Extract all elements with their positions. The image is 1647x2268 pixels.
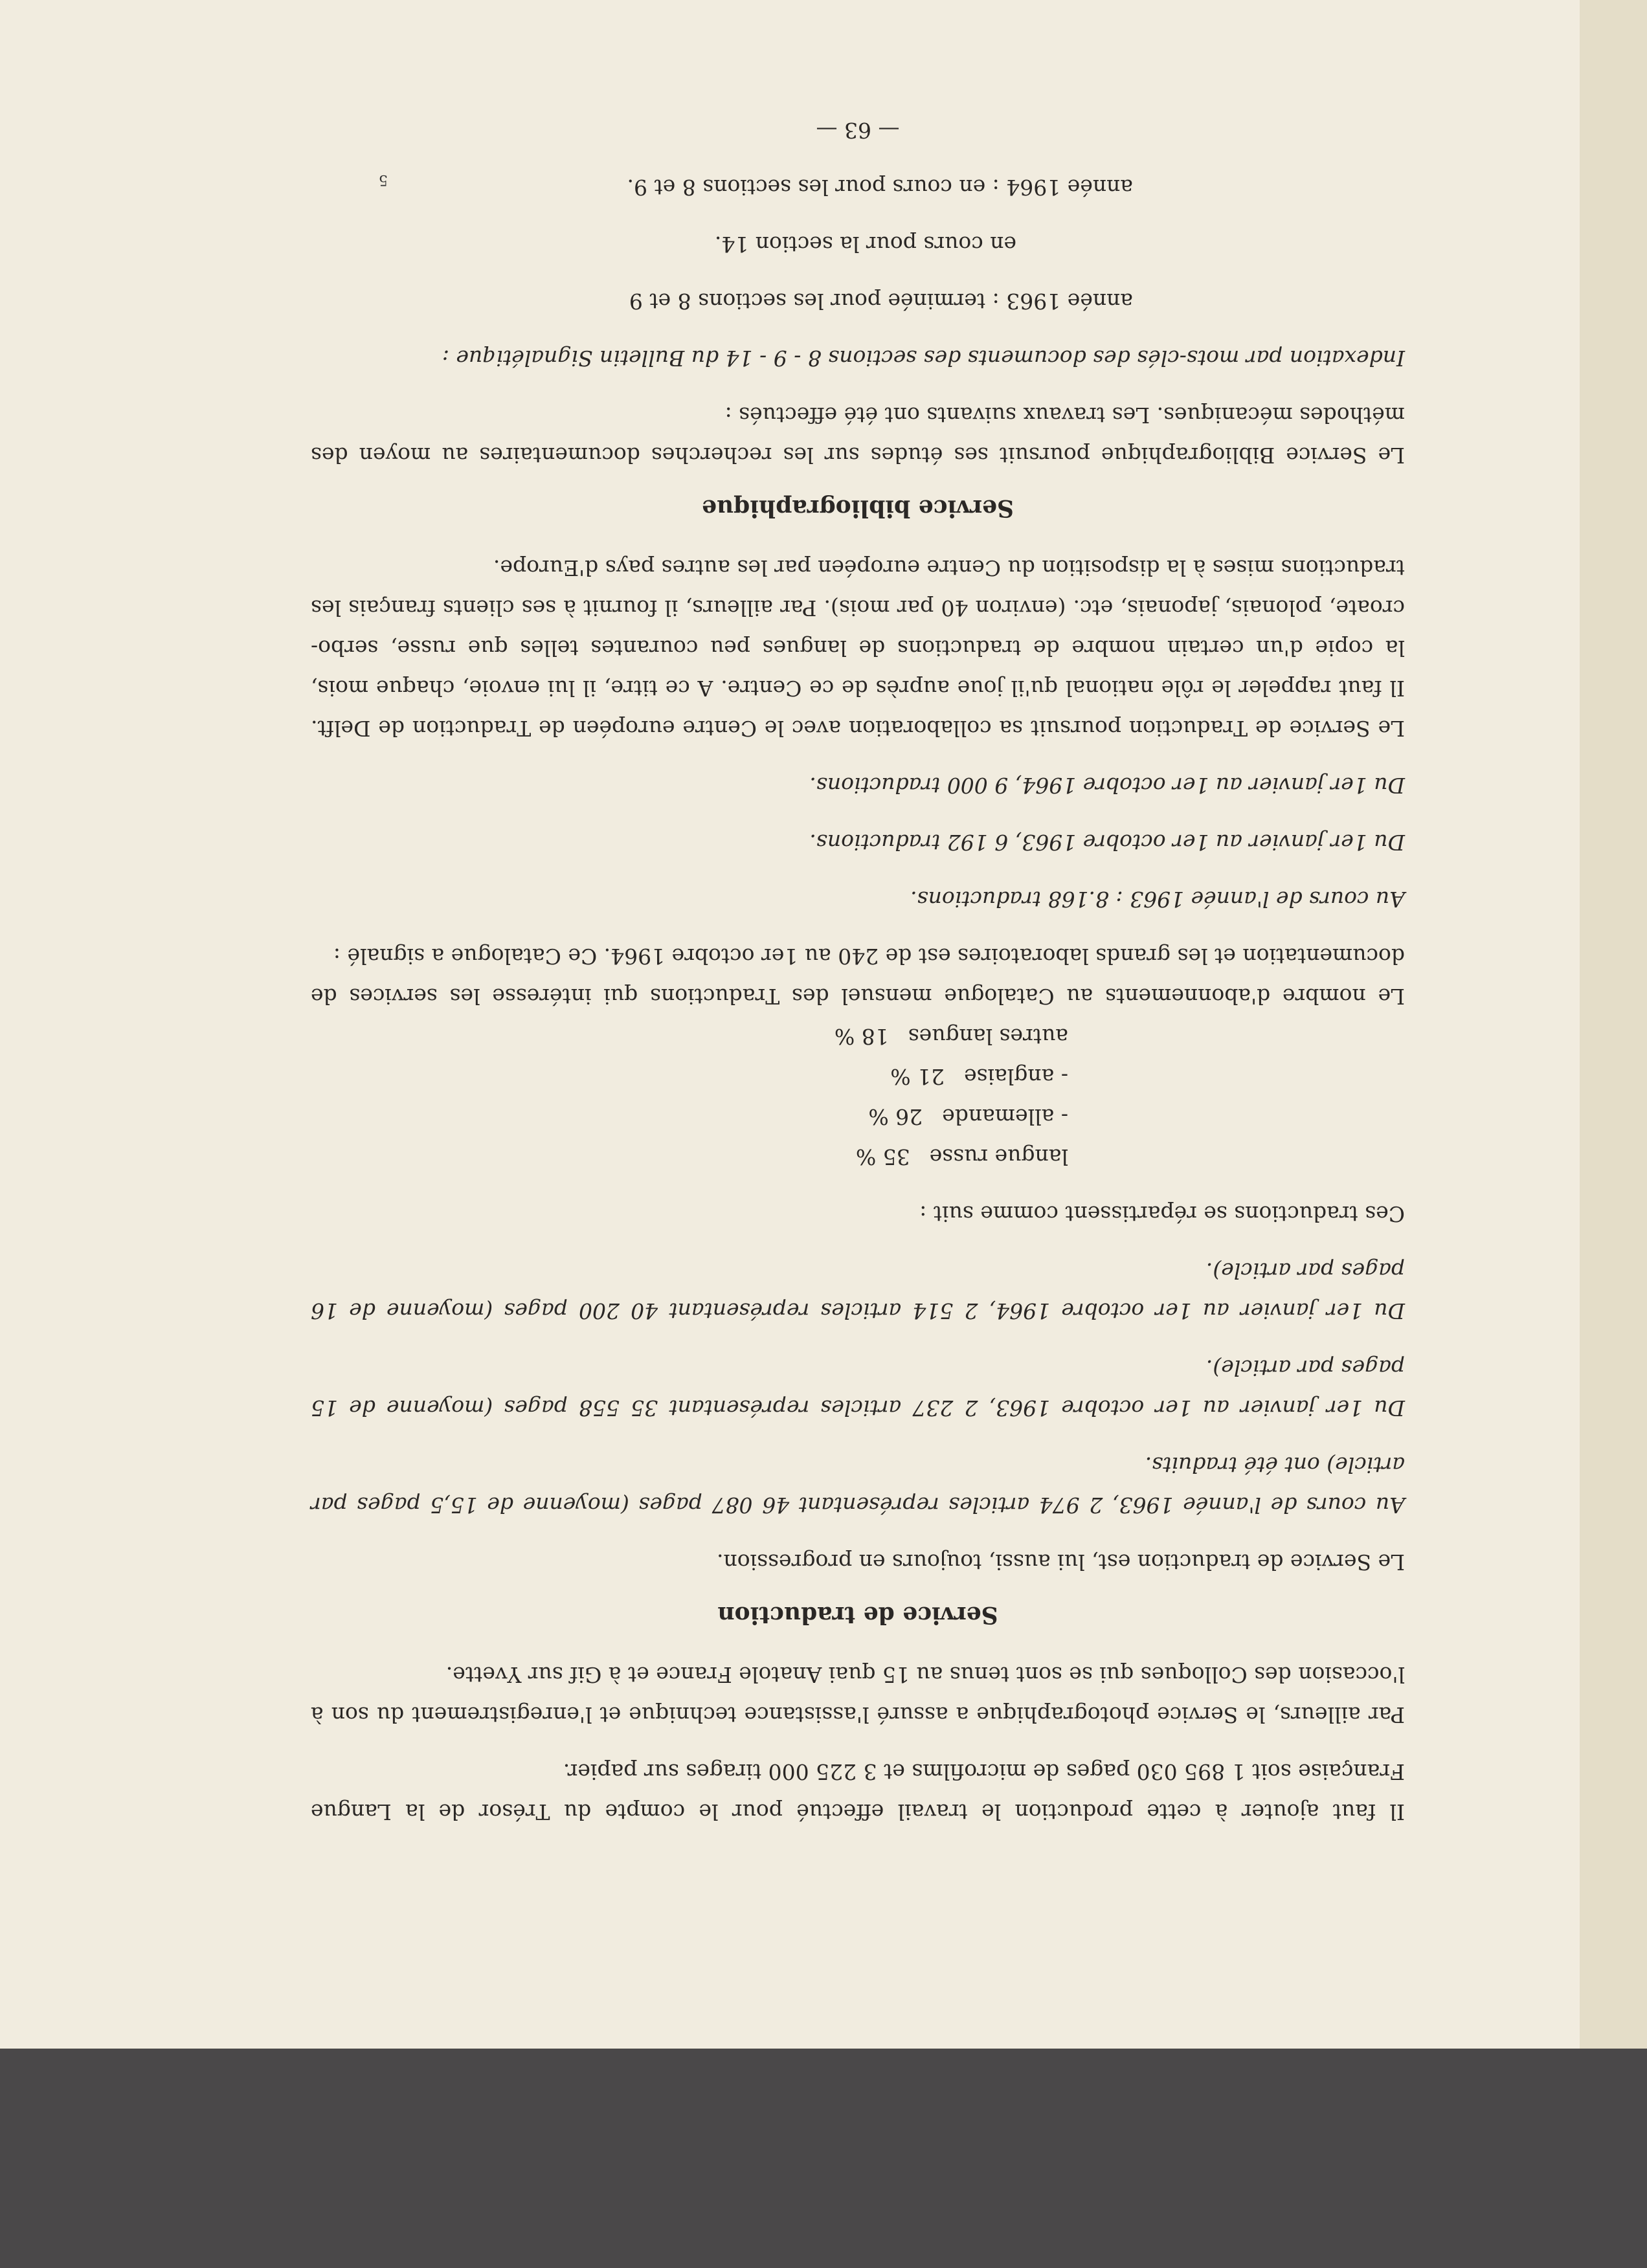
- paragraph: Ces traductions se répartissent comme suit :: [919, 1201, 1405, 1227]
- paragraph: année 1963 : terminée pour les sections 8 et 9: [629, 289, 1133, 314]
- lang-label: - anglaise: [964, 1064, 1068, 1089]
- page-number: — 63 —: [816, 118, 900, 143]
- paragraph: Du 1er janvier au 1er octobre 1964, 9 000 traductions.: [809, 773, 1405, 798]
- page-edge: [1580, 0, 1647, 2049]
- scanner-background: [0, 2049, 1647, 2268]
- paragraph: année 1964 : en cours pour les sections 8 et 9.: [627, 175, 1133, 200]
- paragraph: Au cours de l'année 1963 : 8.168 traductions.: [910, 887, 1405, 912]
- paragraph: Du 1er janvier au 1er octobre 1963, 6 192 traductions.: [809, 830, 1405, 855]
- paragraph: Le Service Bibliographique poursuit ses études sur les recherches documentaires au moyen des méthodes mécaniques. Les travaux suivants ont été effectués :: [311, 403, 1405, 468]
- paragraph: Du 1er janvier au 1er octobre 1964, 2 514 articles représentant 40 200 pages (moyenne de 16 pages par article).: [311, 1258, 1405, 1324]
- paragraph: Le Service de Traduction poursuit sa collaboration avec le Centre européen de Traduction de Delft. Il faut rappeler le rôle national qu'il joue auprès de ce Centre. A ce titre, il lui envoie, chaque mois, la copie d'un certain nombre de traductions de langues peu courantes telles que russe, serbo-croate, polonais, japonais, etc. (environ 40 par mois). Par ailleurs, il fournit à ses clients français les traductions mises à la disposition du Centre européen par les autres pays d'Europe.: [311, 555, 1405, 741]
- language-list: [311, 1016, 1405, 1177]
- lang-value: 21 %: [890, 1064, 945, 1089]
- section-heading: Service de traduction: [717, 1601, 998, 1629]
- page-content: [311, 118, 1405, 1832]
- section-heading: Service bibliographique: [702, 495, 1014, 522]
- lang-label: autres langues: [908, 1024, 1068, 1049]
- lang-value: 26 %: [868, 1104, 923, 1129]
- paragraph: Indexation par mots-clés des documents des sections 8 - 9 - 14 du Bulletin Signalétique :: [442, 346, 1405, 371]
- lang-label: - allemande: [942, 1104, 1068, 1129]
- paragraph: Le nombre d'abonnements au Catalogue mensuel des Traductions qui intéresse les services de documentation et les grands laboratoires est de 240 au 1er octobre 1964. Ce Catalogue a signalé :: [311, 944, 1405, 1009]
- lang-value: 18 %: [834, 1024, 889, 1049]
- paragraph: en cours pour la section 14.: [714, 232, 1016, 257]
- paragraph: Par ailleurs, le Service photographique a assuré l'assistance technique et l'enregistrement du son à l'occasion des Colloques qui se sont tenus au 15 quai Anatole France et à Gif sur Yvette.: [311, 1662, 1405, 1728]
- paragraph: Il faut ajouter à cette production le travail effectué pour le compte du Trésor de la Langue Française soit 1 895 030 pages de microfilms et 3 225 000 tirages sur papier.: [311, 1759, 1405, 1825]
- paragraph: Le Service de traduction est, lui aussi, toujours en progression.: [716, 1550, 1405, 1575]
- lang-value: 35 %: [855, 1144, 910, 1170]
- corner-mark: 5: [379, 172, 388, 188]
- lang-label: langue russe: [929, 1144, 1068, 1170]
- paragraph: Du 1er janvier au 1er octobre 1963, 2 237 articles représentant 35 558 pages (moyenne de 15 pages par article).: [311, 1355, 1405, 1421]
- paragraph: Au cours de l'année 1963, 2 974 articles représentant 46 087 pages (moyenne de 15,5 pages par article) ont été traduits.: [311, 1452, 1405, 1518]
